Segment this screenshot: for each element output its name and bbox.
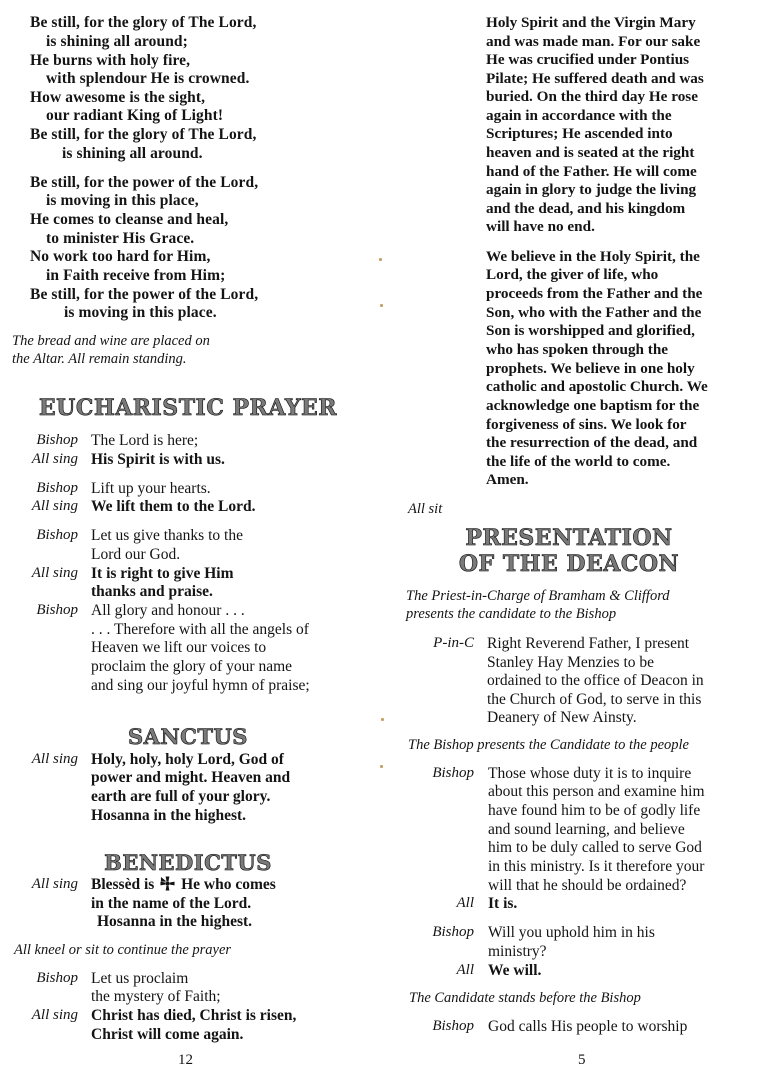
heading-sanctus: SANCTUS: [128, 724, 248, 749]
role-all-sing: All sing: [31, 876, 78, 892]
paper-speck: [380, 304, 383, 307]
heading-benedictus: BENEDICTUS: [104, 850, 272, 875]
line-bishop: and sound learning, and believe: [488, 821, 685, 838]
sanctus-line: power and might. Heaven and: [91, 769, 291, 786]
paper-speck: [379, 258, 382, 261]
sanctus-line: Holy, holy, holy Lord, God of: [91, 751, 284, 768]
creed-line: catholic and apostolic Church. We: [486, 378, 708, 395]
creed-line: Son, who with the Father and the: [486, 304, 702, 321]
rubric-bread-wine-line-2: the Altar. All remain standing.: [12, 351, 187, 367]
verse-line: is shining all around;: [46, 33, 188, 50]
page-number-right: 5: [578, 1052, 586, 1068]
sanctus-line: earth are full of your glory.: [91, 788, 271, 805]
line-bishop: have found him to be of godly life: [488, 802, 701, 819]
creed-line: Pilate; He suffered death and was: [486, 70, 704, 87]
benedictus-line: in the name of the Lord.: [91, 895, 252, 912]
rubric-priest-presents: The Priest-in-Charge of Bramham & Clifford: [406, 588, 670, 604]
line-bishop: ministry?: [488, 943, 547, 960]
line-all-sing: Christ will come again.: [91, 1026, 244, 1043]
creed-line: again in accordance with the: [486, 107, 672, 124]
creed-line: Holy Spirit and the Virgin Mary: [486, 14, 696, 31]
role-bishop: Bishop: [432, 924, 474, 940]
verse-line: is moving in this place,: [46, 192, 199, 209]
line-bishop: God calls His people to worship: [488, 1018, 688, 1035]
creed-line: Son is worshipped and glorified,: [486, 322, 695, 339]
benedictus-line: Hosanna in the highest.: [97, 913, 253, 930]
line-p-in-c: Stanley Hay Menzies to be: [487, 654, 655, 671]
role-bishop: Bishop: [36, 432, 78, 448]
line-all-sing: His Spirit is with us.: [91, 451, 225, 468]
verse-line: Be still, for the power of the Lord,: [30, 286, 259, 303]
verse-line: is moving in this place.: [64, 304, 217, 321]
creed-line: and the dead, and his kingdom: [486, 200, 686, 217]
creed-line: Scriptures; He ascended into: [486, 125, 673, 142]
verse-line: Be still, for the glory of The Lord,: [30, 14, 257, 31]
verse-line: with splendour He is crowned.: [46, 70, 250, 87]
creed-line: again in glory to judge the living: [486, 181, 697, 198]
line-p-in-c: Deanery of New Ainsty.: [487, 709, 637, 726]
verse-line: He burns with holy fire,: [30, 52, 191, 69]
line-p-in-c: Right Reverend Father, I present: [487, 635, 690, 652]
role-all-sing: All sing: [31, 751, 78, 767]
role-all-sing: All sing: [31, 1007, 78, 1023]
line-bishop: the mystery of Faith;: [91, 988, 221, 1005]
creed-line: prophets. We believe in one holy: [486, 360, 695, 377]
rubric-bishop-presents: The Bishop presents the Candidate to the people: [408, 737, 689, 753]
right-page: [384, 0, 768, 1082]
creed-line: will have no end.: [486, 218, 595, 235]
rubric-all-sit: All sit: [408, 501, 443, 517]
heading-presentation-line-1: PRESENTATION: [465, 525, 673, 551]
role-bishop: Bishop: [432, 765, 474, 781]
role-p-in-c: P-in-C: [433, 635, 474, 651]
line-bishop: Those whose duty it is to inquire: [488, 765, 692, 782]
line-bishop: Let us give thanks to the: [91, 527, 243, 544]
creed-line: forgiveness of sins. We look for: [486, 416, 687, 433]
verse-line: to minister His Grace.: [46, 230, 195, 247]
line-all-sing: We lift them to the Lord.: [91, 498, 256, 515]
line-p-in-c: ordained to the office of Deacon in: [487, 672, 704, 689]
line-all-sing: thanks and praise.: [91, 583, 213, 600]
role-bishop: Bishop: [432, 1018, 474, 1034]
line-bishop: him to be duly called to serve God: [488, 839, 702, 856]
line-bishop: in this ministry. Is it therefore your: [488, 858, 705, 875]
creed-line: who has spoken through the: [486, 341, 669, 358]
creed-line: proceeds from the Father and the: [486, 285, 703, 302]
paper-speck: [380, 765, 383, 768]
line-all: It is.: [488, 895, 518, 912]
verse-line: Be still, for the glory of The Lord,: [30, 126, 257, 143]
verse-line: in Faith receive from Him;: [46, 267, 226, 284]
verse-line: How awesome is the sight,: [30, 89, 206, 106]
creed-line: Lord, the giver of life, who: [486, 266, 659, 283]
role-all-sing: All sing: [31, 565, 78, 581]
role-all: All: [456, 962, 474, 978]
line-bishop: Will you uphold him in his: [488, 924, 655, 941]
verse-line: our radiant King of Light!: [46, 107, 224, 124]
creed-line: the resurrection of the dead, and: [486, 434, 698, 451]
rubric-kneel: All kneel or sit to continue the prayer: [14, 942, 232, 958]
role-bishop: Bishop: [36, 527, 78, 543]
role-all-sing: All sing: [31, 451, 78, 467]
page-number-left: 12: [178, 1052, 193, 1068]
creed-line: buried. On the third day He rose: [486, 88, 698, 105]
verse-line: Be still, for the power of the Lord,: [30, 174, 259, 191]
heading-presentation-line-2: OF THE DEACON: [458, 551, 680, 577]
rubric-priest-presents: presents the candidate to the Bishop: [406, 606, 617, 622]
line-bishop: Lift up your hearts.: [91, 480, 211, 497]
line-all-sing: It is right to give Him: [91, 565, 234, 582]
heading-eucharistic-prayer: EUCHARISTIC PRAYER: [38, 395, 338, 421]
line-bishop: . . . Therefore with all the angels of: [91, 621, 309, 638]
line-bishop: The Lord is here;: [91, 432, 199, 449]
sanctus-line: Hosanna in the highest.: [91, 807, 247, 824]
verse-line: is shining all around.: [62, 145, 203, 162]
cross-pattee-icon: [160, 876, 175, 891]
line-p-in-c: the Church of God, to serve in this: [487, 691, 702, 708]
creed-line: and was made man. For our sake: [486, 33, 701, 50]
verse-line: He comes to cleanse and heal,: [30, 211, 229, 228]
line-bishop: about this person and examine him: [488, 783, 705, 800]
line-bishop: Let us proclaim: [91, 970, 189, 987]
line-bishop: Heaven we lift our voices to: [91, 639, 267, 656]
role-bishop: Bishop: [36, 602, 78, 618]
line-bishop: Lord our God.: [91, 546, 181, 563]
creed-line: Amen.: [486, 471, 529, 488]
role-all: All: [456, 895, 474, 911]
verse-line: No work too hard for Him,: [30, 248, 211, 265]
rubric-bread-wine-line-1: The bread and wine are placed on: [12, 333, 210, 349]
creed-line: He was crucified under Pontius: [486, 51, 690, 68]
line-bishop: All glory and honour . . .: [91, 602, 245, 619]
role-all-sing: All sing: [31, 498, 78, 514]
creed-line: acknowledge one baptism for the: [486, 397, 700, 414]
line-bishop: and sing our joyful hymn of praise;: [91, 677, 310, 694]
creed-line: heaven and is seated at the right: [486, 144, 695, 161]
role-bishop: Bishop: [36, 480, 78, 496]
creed-line: We believe in the Holy Spirit, the: [486, 248, 700, 265]
line-all: We will.: [488, 962, 542, 979]
rubric-candidate-stands: The Candidate stands before the Bishop: [409, 990, 641, 1006]
creed-line: the life of the world to come.: [486, 453, 671, 470]
line-bishop: will that he should be ordained?: [488, 877, 687, 894]
role-bishop: Bishop: [36, 970, 78, 986]
creed-line: hand of the Father. He will come: [486, 163, 697, 180]
benedictus-line-1: Blessèd is He who comes: [91, 876, 276, 893]
line-all-sing: Christ has died, Christ is risen,: [91, 1007, 297, 1024]
line-bishop: proclaim the glory of your name: [91, 658, 293, 675]
